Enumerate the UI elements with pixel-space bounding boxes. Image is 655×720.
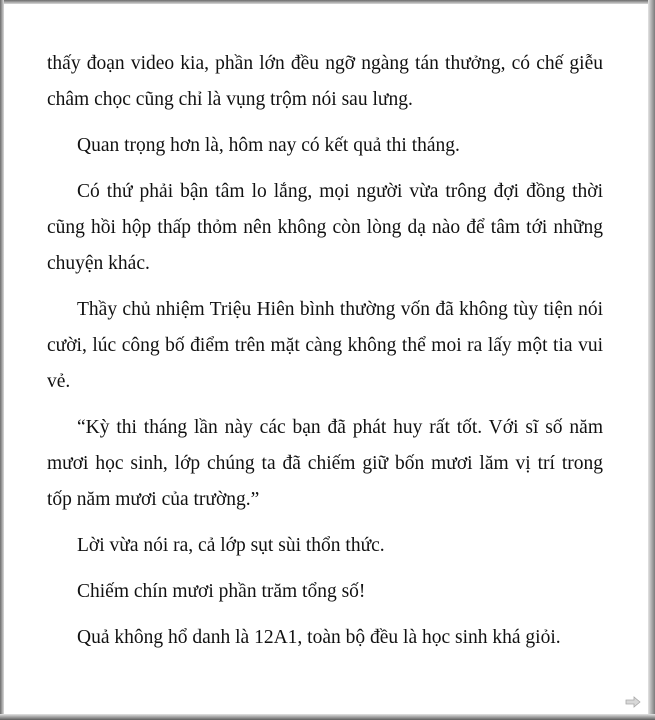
paragraph: Thầy chủ nhiệm Triệu Hiên bình thường vốn đã không tùy tiện nói cười, lúc công bố điểm trên mặt càng không thể moi ra lấy một tia vui vẻ. — [47, 299, 603, 392]
paragraph: thấy đoạn video kia, phần lớn đều ngỡ ngàng tán thưởng, có chế giễu châm chọc cũng chỉ là vụng trộm nói sau lưng. — [47, 53, 603, 110]
frame-edge-left — [0, 0, 4, 720]
paragraph: Lời vừa nói ra, cả lớp sụt sùi thổn thức. — [77, 535, 385, 556]
paragraph: Quan trọng hơn là, hôm nay có kết quả thi tháng. — [77, 135, 460, 156]
frame-edge-right — [648, 0, 655, 720]
page-arrow-icon — [625, 696, 641, 708]
paragraph: Chiếm chín mươi phần trăm tổng số! — [77, 581, 366, 602]
paragraph: Quả không hổ danh là 12A1, toàn bộ đều là học sinh khá giỏi. — [77, 627, 561, 648]
frame-edge-top — [0, 0, 655, 4]
paragraph: Có thứ phải bận tâm lo lắng, mọi người vừa trông đợi đồng thời cũng hồi hộp thấp thỏm nên không còn lòng dạ nào để tâm tới những chuyện khác. — [47, 181, 603, 274]
document-body — [47, 46, 603, 666]
paragraph: “Kỳ thi tháng lần này các bạn đã phát huy rất tốt. Với sĩ số năm mươi học sinh, lớp chúng ta đã chiếm giữ bốn mươi lăm vị trí trong tốp năm mươi của trường.” — [47, 417, 603, 510]
frame-edge-bottom — [0, 714, 655, 720]
